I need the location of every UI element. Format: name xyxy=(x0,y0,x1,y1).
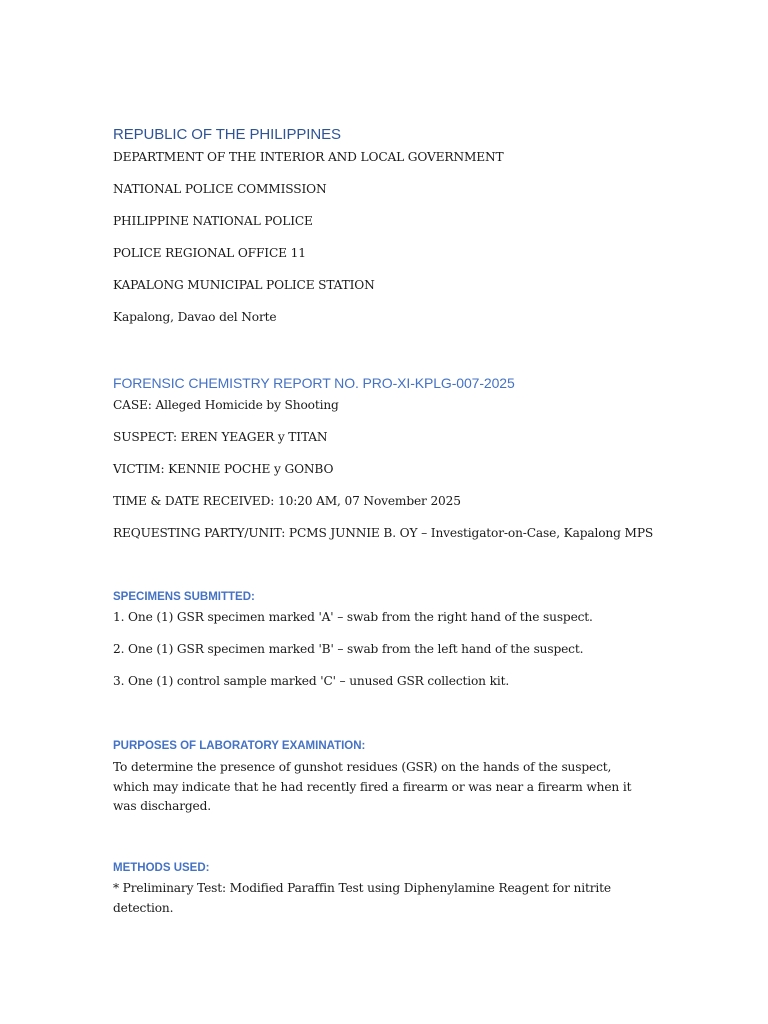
header-line-regional-office: POLICE REGIONAL OFFICE 11 xyxy=(113,246,306,260)
report-received: TIME & DATE RECEIVED: 10:20 AM, 07 November 2025 xyxy=(113,494,461,508)
report-title: FORENSIC CHEMISTRY REPORT NO. PRO-XI-KPLG-007-2025 xyxy=(113,375,515,391)
republic-heading: REPUBLIC OF THE PHILIPPINES xyxy=(113,126,341,143)
header-line-napolcom: NATIONAL POLICE COMMISSION xyxy=(113,182,327,196)
purposes-heading: PURPOSES OF LABORATORY EXAMINATION: xyxy=(113,740,366,752)
header-line-police-station: KAPALONG MUNICIPAL POLICE STATION xyxy=(113,278,375,292)
report-case: CASE: Alleged Homicide by Shooting xyxy=(113,398,339,412)
specimen-item: 3. One (1) control sample marked 'C' – unused GSR collection kit. xyxy=(113,674,510,688)
report-victim: VICTIM: KENNIE POCHE y GONBO xyxy=(113,462,334,476)
specimen-item: 2. One (1) GSR specimen marked 'B' – swab from the left hand of the suspect. xyxy=(113,642,584,656)
header-line-dilg: DEPARTMENT OF THE INTERIOR AND LOCAL GOVERNMENT xyxy=(113,150,504,164)
header-line-pnp: PHILIPPINE NATIONAL POLICE xyxy=(113,214,313,228)
specimen-item: 1. One (1) GSR specimen marked 'A' – swab from the right hand of the suspect. xyxy=(113,610,593,624)
methods-text: * Preliminary Test: Modified Paraffin Test using Diphenylamine Reagent for nitrite detection. xyxy=(113,881,611,915)
methods-heading: METHODS USED: xyxy=(113,862,210,874)
report-suspect: SUSPECT: EREN YEAGER y TITAN xyxy=(113,430,328,444)
specimens-heading: SPECIMENS SUBMITTED: xyxy=(113,591,255,603)
report-requesting-party: REQUESTING PARTY/UNIT: PCMS JUNNIE B. OY – Investigator-on-Case, Kapalong MPS xyxy=(113,526,654,540)
header-line-location: Kapalong, Davao del Norte xyxy=(113,310,277,324)
purposes-text: To determine the presence of gunshot residues (GSR) on the hands of the suspect, which may indicate that he had recently fired a firearm or was near a firearm when it was discharged. xyxy=(113,760,632,813)
